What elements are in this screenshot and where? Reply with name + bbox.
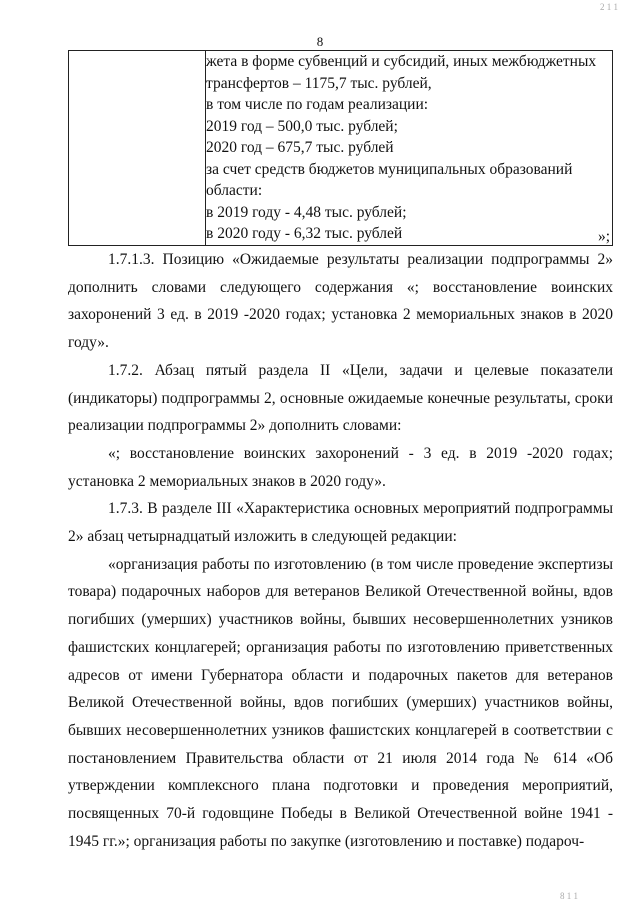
page-number: 8 <box>316 34 324 49</box>
paragraph-1-7-1-3: 1.7.1.3. Позицию «Ожидаемые результаты реализации подпрограммы 2» дополнить словами следующего содержания «; восстановление воинских захоронений 3 ед. в 2019 -2020 годах; установка 2 мемориальных знаков в 2020 году». <box>68 251 613 352</box>
table-line: области: <box>206 182 263 199</box>
table-cell-right <box>206 51 613 246</box>
table-line: жета в форме субвенций и субсидий, иных межбюджетных <box>206 53 597 70</box>
corner-mark: 2 1 1 <box>600 2 618 12</box>
table-line: 2019 год – 500,0 тыс. рублей; <box>206 117 398 135</box>
table-line: трансфертов – 1175,7 тыс. рублей, <box>206 74 432 92</box>
paragraph-1-7-2: 1.7.2. Абзац пятый раздела II «Цели, задачи и целевые показатели (индикаторы) подпрограммы 2, основные ожидаемые конечные результаты, сроки реализации подпрограммы 2» дополнить словами: <box>68 361 613 435</box>
footer-mark: 8 1 1 <box>560 891 578 901</box>
table-line: 2020 год – 675,7 тыс. рублей <box>206 139 394 156</box>
table-cell-left <box>69 51 206 246</box>
table-line: за счет средств бюджетов муниципальных образований <box>206 160 573 178</box>
program-table <box>68 50 613 246</box>
paragraph-1-7-3: 1.7.3. В разделе III «Характеристика основных мероприятий подпрограммы 2» абзац четырнадцатый изложить в следующей редакции: <box>68 500 613 546</box>
table-line: в 2020 году - 6,32 тыс. рублей <box>206 225 403 242</box>
paragraph-new-wording: «организация работы по изготовлению (в том числе проведение экспертизы товара) подарочных наборов для ветеранов Великой Отечественной войны, вдов погибших (умерших) участников войны, бывших несовершеннолетних узников фашистских концлагерей; организация работы по изготовлению приветственных адресов от имени Губернатора области и подарочных пакетов для ветеранов Великой Отечественной войны, вдов погибших (умерших) участников войны, бывших несовершеннолетних узников фашистских концлагерей в соответствии с постановлением Правительства области от 21 июля 2014 года № 614 «Об утверждении комплексного плана подготовки и проведения мероприятий, посвященных 70-й годовщине Победы в Великой Отечественной войне 1941 - 1945 гг.»; организация работы по закупке (изготовлению и поставке) подароч- <box>68 555 613 850</box>
closing-quote: »; <box>597 228 610 245</box>
paragraph-addition-quote: «; восстановление воинских захоронений - 3 ед. в 2019 -2020 годах; установка 2 мемориальных знаков в 2020 году». <box>68 444 613 490</box>
table-line: в 2019 году - 4,48 тыс. рублей; <box>206 203 407 221</box>
document-body <box>68 246 613 855</box>
table-line: в том числе по годам реализации: <box>206 96 429 113</box>
table-row <box>69 51 613 246</box>
